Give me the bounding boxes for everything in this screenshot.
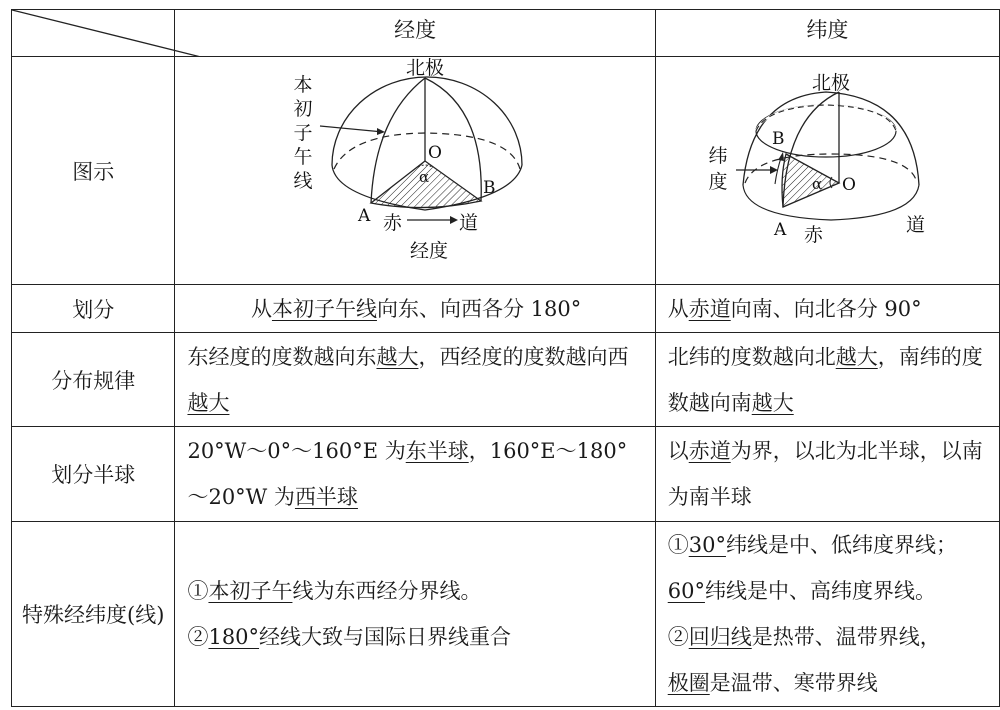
special-latitude-line-1 xyxy=(668,522,989,568)
special-longitude xyxy=(175,522,655,707)
text: 北纬的度数越向北 xyxy=(667,344,836,369)
equator-right-label: 道 xyxy=(459,212,479,234)
equator-left-label: 赤 xyxy=(803,224,823,246)
text: 以 xyxy=(667,439,689,463)
header-longitude: 经度 xyxy=(175,10,655,57)
text: 纬线是中、高纬度界线。 xyxy=(704,579,936,603)
underlined-term: 赤道 xyxy=(688,439,731,463)
row-label-special: 特殊经纬度(线) xyxy=(12,522,175,707)
text: ① xyxy=(187,579,209,603)
latitude-label-char-1: 纬 xyxy=(708,145,728,167)
distribution-longitude xyxy=(175,333,655,427)
underlined-term: 180° xyxy=(208,625,260,649)
underlined-term: 本初子午 xyxy=(208,579,293,603)
latitude-label-char-2: 度 xyxy=(708,171,728,193)
point-a-label: A xyxy=(358,206,371,226)
underlined-term: 赤道 xyxy=(688,296,731,321)
text: 线为东西经分界线。 xyxy=(292,579,482,603)
underlined-term: 极圈 xyxy=(667,671,710,695)
center-o-label: O xyxy=(428,143,443,163)
underlined-term: 西半球 xyxy=(294,485,358,509)
point-a-label: A xyxy=(773,220,786,240)
text: 向东、向西各分 180° xyxy=(376,296,582,321)
text: ，160°E～180°～20°W 为 xyxy=(187,439,628,509)
underlined-term: 越大 xyxy=(187,390,230,415)
latitude-figure-cell xyxy=(655,57,999,285)
equator-right-label: 道 xyxy=(905,214,925,236)
text: ① xyxy=(667,533,689,557)
underlined-term: 越大 xyxy=(751,390,794,415)
longitude-figure-cell xyxy=(175,57,655,285)
distribution-latitude xyxy=(655,333,999,427)
division-latitude xyxy=(655,285,999,333)
text: ，南纬的度数越向南 xyxy=(667,344,983,415)
special-longitude-line-1 xyxy=(187,568,644,614)
text: 向南、向北各分 90° xyxy=(730,296,922,321)
text: 经线大致与国际日界线重合 xyxy=(259,625,512,649)
row-label-division: 划分 xyxy=(12,285,175,333)
special-longitude-line-2 xyxy=(187,614,644,660)
text: 从 xyxy=(667,296,689,321)
text: 是温带、寒带界线 xyxy=(709,671,878,695)
special-lines-row xyxy=(12,522,1000,707)
prime-meridian-char-2: 初 xyxy=(293,98,313,120)
text: ，西经度的度数越向西 xyxy=(418,344,629,369)
prime-meridian-char-3: 子 xyxy=(293,122,313,144)
latitude-hemisphere-diagram xyxy=(656,57,981,280)
hemisphere-longitude xyxy=(175,427,655,522)
center-o-label: O xyxy=(841,175,856,195)
figure-caption-longitude: 经度 xyxy=(410,240,449,262)
underlined-term: 越大 xyxy=(376,344,419,369)
corner-cell xyxy=(12,10,175,57)
header-row xyxy=(12,10,1000,57)
text: ② xyxy=(187,625,209,649)
special-latitude-line-3 xyxy=(668,614,989,660)
row-label-diagram: 图示 xyxy=(12,57,175,285)
underlined-term: 60° xyxy=(667,579,705,603)
hemisphere-row xyxy=(12,427,1000,522)
division-row xyxy=(12,285,1000,333)
diagram-row xyxy=(12,57,1000,285)
underlined-term: 30° xyxy=(688,533,726,557)
underlined-term: 回归线 xyxy=(688,625,752,649)
north-pole-label: 北极 xyxy=(406,57,445,79)
special-latitude-line-2 xyxy=(668,568,989,614)
north-pole-label: 北极 xyxy=(811,72,850,94)
header-latitude: 纬度 xyxy=(655,10,999,57)
prime-meridian-char-4: 午 xyxy=(293,146,313,168)
prime-meridian-char-1: 本 xyxy=(293,74,313,96)
hemisphere-latitude xyxy=(655,427,999,522)
text: 是热带、温带界线， xyxy=(751,625,941,649)
prime-meridian-char-5: 线 xyxy=(293,170,313,192)
longitude-latitude-comparison-table xyxy=(11,9,1000,707)
point-b-label: B xyxy=(771,129,785,149)
underlined-term: 本初子午线 xyxy=(271,296,377,321)
row-label-hemisphere: 划分半球 xyxy=(12,427,175,522)
text: 从 xyxy=(250,296,272,321)
text: 为界，以北为北半球，以南为南半球 xyxy=(667,439,983,509)
text: ② xyxy=(667,625,689,649)
text: 东经度的度数越向东 xyxy=(187,344,377,369)
special-latitude-line-4 xyxy=(668,660,989,706)
angle-alpha-label: α xyxy=(419,168,430,186)
angle-alpha-label: α xyxy=(811,175,822,193)
text: 20°W～0°～160°E 为 xyxy=(187,439,406,463)
underlined-term: 东半球 xyxy=(405,439,469,463)
equator-left-label: 赤 xyxy=(383,212,403,234)
underlined-term: 越大 xyxy=(835,344,878,369)
diagonal-line xyxy=(12,10,201,57)
row-label-distribution: 分布规律 xyxy=(12,333,175,427)
point-b-label: B xyxy=(483,178,496,198)
division-longitude xyxy=(175,285,655,333)
longitude-hemisphere-diagram xyxy=(175,57,636,280)
distribution-row xyxy=(12,333,1000,427)
special-latitude xyxy=(655,522,999,707)
text: 纬线是中、低纬度界线； xyxy=(725,533,957,557)
